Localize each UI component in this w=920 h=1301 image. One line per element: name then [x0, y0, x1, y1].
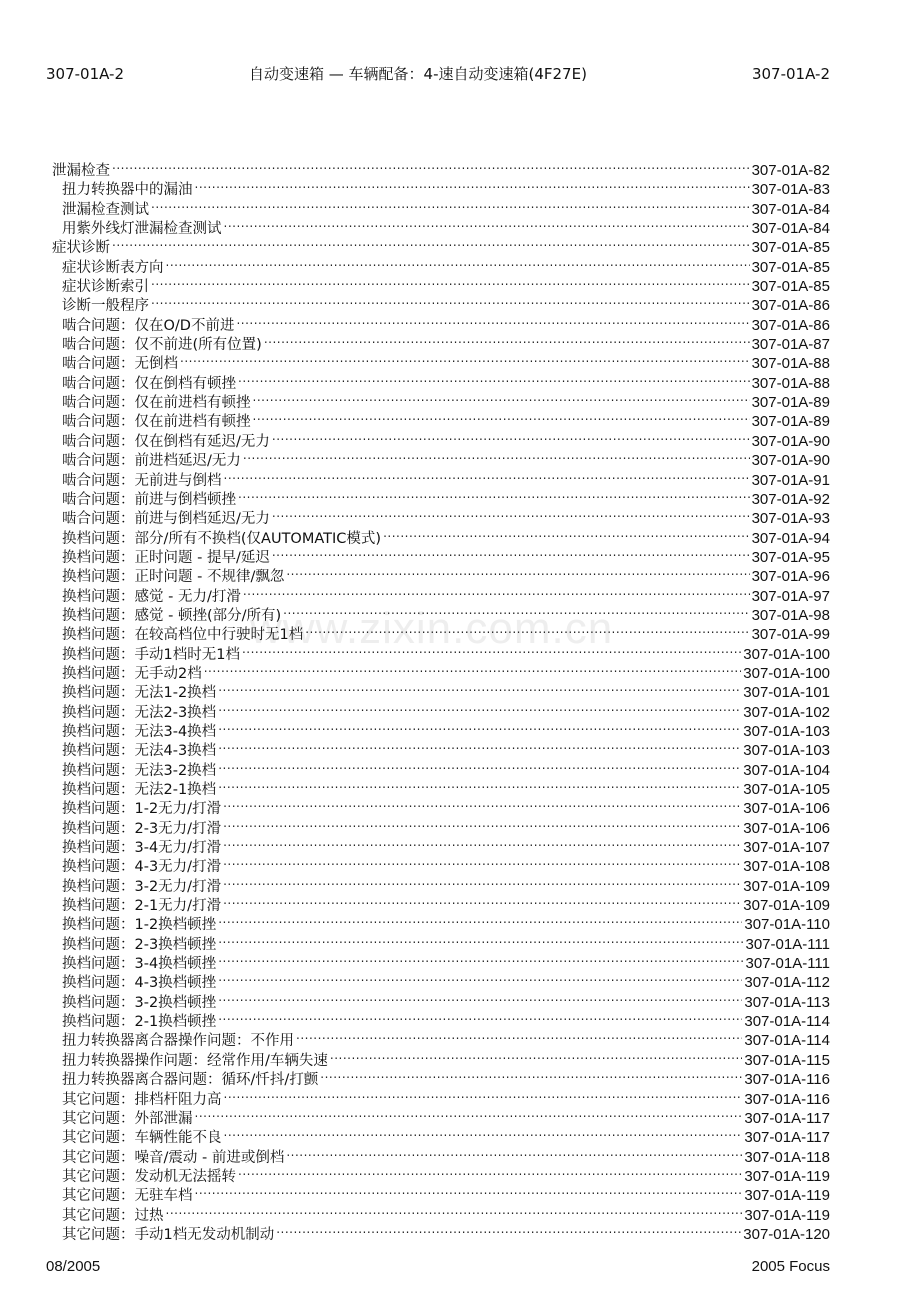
- toc-entry[interactable]: [52, 291, 830, 315]
- toc-entry-page: 307-01A-85: [751, 258, 830, 276]
- toc-entry[interactable]: [52, 1201, 830, 1224]
- toc-entry-page: 307-01A-117: [744, 1109, 830, 1127]
- toc-entry-page: 307-01A-85: [751, 278, 830, 296]
- toc-entry[interactable]: [52, 156, 830, 179]
- toc-leader-dots: [218, 1007, 742, 1026]
- toc-leader-dots: [180, 349, 750, 368]
- toc-entry-title: 泄漏检查测试: [62, 201, 149, 218]
- toc-entry-title: 啮合问题：仅不前进(所有位置): [62, 337, 262, 354]
- toc-leader-dots: [272, 504, 750, 523]
- toc-leader-dots: [112, 233, 750, 252]
- toc-entry-title: 换档问题：无法2-3换档: [62, 704, 217, 721]
- toc-leader-dots: [253, 407, 750, 426]
- toc-entry-title: 换档问题：3-2无力/打滑: [62, 878, 222, 895]
- toc-entry-title: 扭力转换器离合器操作问题：不作用: [62, 1033, 294, 1050]
- toc-entry-page: 307-01A-96: [751, 568, 830, 586]
- toc-leader-dots: [223, 891, 741, 910]
- toc-entry-title: 换档问题：2-3换档顿挫: [62, 936, 217, 953]
- toc-entry-page: 307-01A-88: [751, 374, 830, 392]
- footer-date: 08/2005: [46, 1258, 101, 1275]
- toc-leader-dots: [272, 427, 750, 446]
- toc-entry-page: 307-01A-102: [743, 703, 830, 721]
- toc-entry-page: 307-01A-89: [751, 413, 830, 431]
- toc-entry-title: 换档问题：正时问题 - 不规律/飘忽: [62, 569, 285, 586]
- toc-leader-dots: [151, 291, 750, 310]
- toc-entry-title: 换档问题：无法1-2换档: [62, 685, 217, 702]
- toc-leader-dots: [223, 833, 741, 852]
- page-header: [46, 63, 830, 85]
- toc-leader-dots: [218, 717, 741, 736]
- toc-entry-page: 307-01A-98: [751, 606, 830, 624]
- toc-entry-page: 307-01A-113: [744, 993, 830, 1011]
- toc-entry-title: 症状诊断表方向: [62, 259, 164, 276]
- toc-leader-dots: [224, 214, 750, 233]
- toc-leader-dots: [218, 949, 743, 968]
- toc-entry-page: 307-01A-103: [743, 722, 830, 740]
- toc-entry-title: 换档问题：1-2换档顿挫: [62, 917, 217, 934]
- toc-entry-page: 307-01A-86: [751, 297, 830, 315]
- toc-entry-title: 啮合问题：无倒档: [62, 356, 178, 373]
- toc-entry-page: 307-01A-91: [751, 471, 830, 489]
- toc-leader-dots: [330, 1046, 742, 1065]
- toc-leader-dots: [218, 988, 742, 1007]
- toc-leader-dots: [195, 1181, 743, 1200]
- toc-entry-title: 换档问题：2-1换档顿挫: [62, 1014, 217, 1031]
- toc-entry-title: 啮合问题：仅在倒档有顿挫: [62, 375, 236, 392]
- toc-entry-page: 307-01A-106: [743, 819, 830, 837]
- toc-entry-title: 换档问题：4-3无力/打滑: [62, 859, 222, 876]
- toc-leader-dots: [166, 1201, 743, 1220]
- toc-entry-title: 换档问题：无法2-1换档: [62, 782, 217, 798]
- toc-leader-dots: [195, 175, 750, 194]
- toc-entry-page: 307-01A-108: [743, 858, 830, 876]
- toc-entry-page: 307-01A-85: [751, 239, 830, 257]
- toc-leader-dots: [383, 524, 750, 543]
- toc-entry-title: 其它问题：车辆性能不良: [62, 1130, 222, 1147]
- toc-leader-dots: [296, 1026, 742, 1045]
- toc-entry-title: 诊断一般程序: [62, 298, 149, 315]
- toc-entry-title: 换档问题：2-1无力/打滑: [62, 898, 222, 915]
- toc-leader-dots: [253, 388, 750, 407]
- toc-leader-dots: [276, 1220, 741, 1239]
- toc-leader-dots: [236, 311, 749, 330]
- toc-entry-title: 换档问题：无法4-3换档: [62, 743, 217, 760]
- toc-entry-page: 307-01A-111: [745, 955, 830, 973]
- toc-entry[interactable]: [52, 1220, 830, 1243]
- toc-entry-page: 307-01A-90: [751, 432, 830, 450]
- toc-entry-page: 307-01A-104: [743, 761, 830, 779]
- toc-entry-title: 换档问题：3-4换档顿挫: [62, 956, 217, 973]
- toc-leader-dots: [272, 543, 750, 562]
- toc-entry-page: 307-01A-84: [751, 200, 830, 218]
- toc-entry[interactable]: [52, 272, 830, 296]
- toc-leader-dots: [243, 446, 750, 465]
- toc-entry-title: 扭力转换器离合器问题：循环/忏抖/打颤: [62, 1072, 319, 1089]
- toc-leader-dots: [223, 872, 741, 891]
- page-footer: [46, 1256, 830, 1278]
- toc-leader-dots: [286, 1143, 742, 1162]
- toc-entry[interactable]: [52, 214, 830, 238]
- toc-entry-page: 307-01A-116: [744, 1090, 830, 1108]
- toc-entry-title: 换档问题：感觉 - 无力/打滑: [62, 588, 241, 605]
- toc-entry-title: 啮合问题：前进与倒档延迟/无力: [62, 511, 270, 528]
- toc-entry-page: 307-01A-120: [743, 1225, 830, 1243]
- toc-entry-page: 307-01A-86: [751, 316, 830, 334]
- toc-leader-dots: [320, 1065, 742, 1084]
- toc-entry-title: 换档问题：4-3换档顿挫: [62, 975, 217, 992]
- toc-entry-page: 307-01A-115: [744, 1051, 830, 1069]
- toc-entry-title: 换档问题：感觉 - 顿挫(部分/所有): [62, 607, 282, 624]
- toc-leader-dots: [112, 156, 750, 175]
- toc-entry-page: 307-01A-119: [744, 1167, 830, 1185]
- toc-leader-dots: [195, 1104, 743, 1123]
- toc-entry-title: 啮合问题：仅在前进档有顿挫: [62, 395, 251, 412]
- toc-entry-title: 啮合问题：前进档延迟/无力: [62, 453, 241, 470]
- toc-entry-title: 症状诊断索引: [62, 279, 149, 296]
- toc-leader-dots: [264, 330, 750, 349]
- toc-entry[interactable]: [52, 175, 830, 199]
- toc-entry-page: 307-01A-101: [743, 684, 830, 702]
- toc-entry-title: 换档问题：无法3-4换档: [62, 723, 217, 740]
- toc-entry-title: 啮合问题：无前进与倒档: [62, 472, 222, 489]
- toc-entry-page: 307-01A-83: [751, 181, 830, 199]
- toc-leader-dots: [218, 968, 742, 987]
- toc-entry-title: 症状诊断: [52, 240, 110, 257]
- toc-leader-dots: [204, 659, 742, 678]
- toc-entry-page: 307-01A-117: [744, 1129, 830, 1147]
- toc-leader-dots: [286, 562, 749, 581]
- toc-entry[interactable]: [52, 253, 830, 276]
- toc-entry-page: 307-01A-84: [751, 220, 830, 238]
- toc-entry-title: 其它问题：外部泄漏: [62, 1110, 193, 1127]
- toc-entry-title: 啮合问题：前进与倒档顿挫: [62, 491, 236, 508]
- toc-entry-page: 307-01A-88: [751, 355, 830, 373]
- toc-entry-page: 307-01A-92: [751, 490, 830, 508]
- toc-entry-title: 换档问题：3-2换档顿挫: [62, 994, 217, 1011]
- toc-entry-title: 啮合问题：仅在O/D不前进: [62, 317, 235, 334]
- toc-leader-dots: [151, 195, 750, 214]
- toc-leader-dots: [238, 369, 750, 388]
- toc-entry-page: 307-01A-112: [744, 974, 830, 992]
- toc-entry-title: 其它问题：过热: [62, 1207, 164, 1224]
- toc-entry-title: 泄漏检查: [52, 163, 110, 179]
- toc-entry-title: 换档问题：1-2无力/打滑: [62, 801, 222, 818]
- toc-entry-page: 307-01A-111: [745, 935, 830, 953]
- toc-entry-page: 307-01A-107: [743, 839, 830, 857]
- toc-entry-title: 啮合问题：仅在前进档有顿挫: [62, 414, 251, 431]
- toc-entry-title: 用紫外线灯泄漏检查测试: [62, 221, 222, 238]
- toc-entry-page: 307-01A-94: [751, 529, 830, 547]
- toc-entry-page: 307-01A-82: [751, 162, 830, 179]
- toc-entry-page: 307-01A-118: [744, 1148, 830, 1166]
- toc-entry-title: 换档问题：正时问题 - 提早/延迟: [62, 549, 270, 566]
- toc-leader-dots: [238, 1162, 742, 1181]
- toc-entry-title: 啮合问题：仅在倒档有延迟/无力: [62, 433, 270, 450]
- toc-leader-dots: [218, 698, 741, 717]
- toc-entry-title: 换档问题：手动1档时无1档: [62, 646, 240, 663]
- toc-entry-page: 307-01A-95: [751, 548, 830, 566]
- toc-entry-page: 307-01A-106: [743, 800, 830, 818]
- toc-entry-page: 307-01A-119: [744, 1206, 830, 1224]
- toc-entry-title: 其它问题：无驻车档: [62, 1188, 193, 1205]
- toc-entry-title: 换档问题：部分/所有不换档(仅AUTOMATIC模式): [62, 530, 382, 547]
- toc-entry-page: 307-01A-119: [744, 1187, 830, 1205]
- toc-leader-dots: [218, 910, 742, 929]
- toc-leader-dots: [218, 736, 741, 755]
- toc-entry-title: 换档问题：无手动2档: [62, 665, 202, 682]
- toc-entry-page: 307-01A-99: [751, 626, 830, 644]
- toc-entry-title: 换档问题：3-4无力/打滑: [62, 840, 222, 857]
- toc-leader-dots: [223, 794, 741, 813]
- footer-model: 2005 Focus: [751, 1258, 830, 1275]
- toc-leader-dots: [224, 466, 750, 485]
- toc-entry-page: 307-01A-116: [744, 1071, 830, 1089]
- toc-entry-page: 307-01A-103: [743, 742, 830, 760]
- toc-leader-dots: [224, 1085, 743, 1104]
- toc-leader-dots: [243, 582, 750, 601]
- toc-leader-dots: [224, 1123, 743, 1142]
- toc-entry-page: 307-01A-89: [751, 394, 830, 412]
- toc-entry-title: 其它问题：发动机无法摇转: [62, 1168, 236, 1185]
- toc-entry-page: 307-01A-109: [743, 897, 830, 915]
- toc-entry-page: 307-01A-100: [743, 645, 830, 663]
- toc-entry-title: 其它问题：手动1档无发动机制动: [62, 1226, 275, 1243]
- toc-entry-title: 其它问题：噪音/震动 - 前进或倒档: [62, 1149, 285, 1166]
- header-section-number-left: 307-01A-2: [46, 65, 125, 83]
- table-of-contents: [52, 156, 830, 1243]
- toc-entry-page: 307-01A-97: [751, 587, 830, 605]
- toc-entry[interactable]: [52, 233, 830, 257]
- toc-entry-title: 换档问题：2-3无力/打滑: [62, 820, 222, 837]
- toc-entry-title: 扭力转换器中的漏油: [62, 182, 193, 199]
- toc-entry-page: 307-01A-87: [751, 336, 830, 354]
- toc-entry-title: 换档问题：在较高档位中行驶时无1档: [62, 627, 304, 644]
- toc-leader-dots: [151, 272, 750, 291]
- toc-entry-page: 307-01A-93: [751, 510, 830, 528]
- header-section-number-right: 307-01A-2: [751, 65, 830, 83]
- header-title: 自动变速箱 — 车辆配备：4-速自动变速箱(4F27E): [249, 65, 587, 83]
- toc-leader-dots: [223, 814, 741, 833]
- watermark: www.zixin.com.cn: [250, 604, 614, 653]
- toc-entry-page: 307-01A-109: [743, 877, 830, 895]
- toc-entry[interactable]: [52, 311, 830, 334]
- toc-entry-page: 307-01A-110: [744, 916, 830, 934]
- toc-leader-dots: [218, 775, 741, 794]
- toc-entry[interactable]: [52, 195, 830, 218]
- toc-leader-dots: [218, 930, 743, 949]
- toc-entry-title: 扭力转换器操作问题：经常作用/车辆失速: [62, 1052, 328, 1069]
- toc-leader-dots: [218, 756, 741, 775]
- toc-entry-page: 307-01A-105: [743, 781, 830, 798]
- toc-leader-dots: [166, 253, 750, 272]
- toc-leader-dots: [223, 852, 741, 871]
- toc-entry-page: 307-01A-114: [744, 1013, 830, 1031]
- toc-leader-dots: [218, 678, 741, 697]
- toc-entry-page: 307-01A-100: [743, 664, 830, 682]
- toc-entry-page: 307-01A-90: [751, 452, 830, 470]
- toc-entry-page: 307-01A-114: [744, 1032, 830, 1050]
- toc-entry-title: 其它问题：排档杆阻力高: [62, 1091, 222, 1108]
- toc-leader-dots: [238, 485, 750, 504]
- toc-entry-title: 换档问题：无法3-2换档: [62, 762, 217, 779]
